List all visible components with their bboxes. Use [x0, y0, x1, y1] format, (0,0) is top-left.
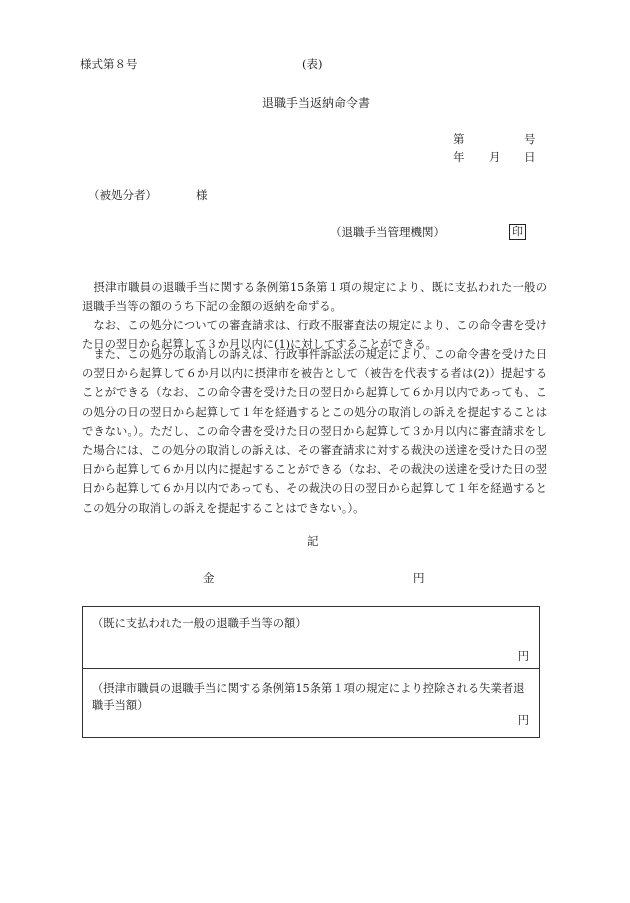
body-paragraph-2: なお、この処分についての審査請求は、行政不服審査法の規定により、この命令書を受けた日の翌日から起算して３か月以内に(1)に対してすることができる。 [82, 319, 547, 352]
issuer-seal-wrap [509, 224, 526, 240]
row2-label: （摂津市職員の退職手当に関する条例第15条第１項の規定により控除される失業者退職手当額） [92, 682, 525, 712]
date-day: 日 [524, 150, 536, 164]
body-paragraph-3: また、この処分の取消しの訴えは、行政事件訴訟法の規定により、この命令書を受けた日の翌日から起算して６か月以内に摂津市を被告として（被告を代表する者は(2)）提起することができる（なお、この命令書を受けた日の翌日から起算して６か月以内であっても、この処分の日の翌日から起算して１年を経過するとこの処分の取消しの訴えを提起することはできない。）。ただし、この命令書を受けた日の翌日から起算して３か月以内に審査請求をした場合には、この処分の取消しの訴えは、その審査請求に対する裁決の送達を受けた日の翌日から起算して６か月以内に提起することができる（なお、その裁決の送達を受けた日の翌日から起算して６か月以内であっても、その裁決の日の翌日から起算して１年を経過するとこの処分の取消しの訴えを提起することはできない。）。 [82, 348, 547, 515]
amount-row-1 [82, 606, 540, 669]
body-paragraph-1: 摂津市職員の退職手当に関する条例第15条第１項の規定により、既に支払われた一般の退職手当等の額のうち下記の金額の返納を命ずる。 [82, 281, 547, 314]
date-month: 月 [489, 150, 501, 164]
issuer-label: （退職手当管理機関） [330, 225, 445, 239]
seal-mark: 印 [509, 224, 526, 240]
amount-yen: 円 [413, 571, 425, 585]
doc-number-dai: 第 [453, 132, 465, 146]
recipient-label: （被処分者） [88, 188, 157, 202]
document-title: 退職手当返納命令書 [262, 96, 371, 110]
side-label: (表) [302, 57, 323, 71]
row2-yen: 円 [517, 714, 529, 727]
recipient-honorific: 様 [196, 188, 208, 202]
amount-kin: 金 [203, 571, 215, 585]
ki-label: 記 [307, 534, 319, 548]
form-number: 様式第８号 [80, 57, 138, 71]
doc-number-go: 号 [524, 132, 536, 146]
row1-label: （既に支払われた一般の退職手当等の額） [92, 617, 307, 630]
row1-yen: 円 [517, 650, 529, 663]
date-year: 年 [453, 150, 465, 164]
amount-row-2 [82, 668, 540, 738]
